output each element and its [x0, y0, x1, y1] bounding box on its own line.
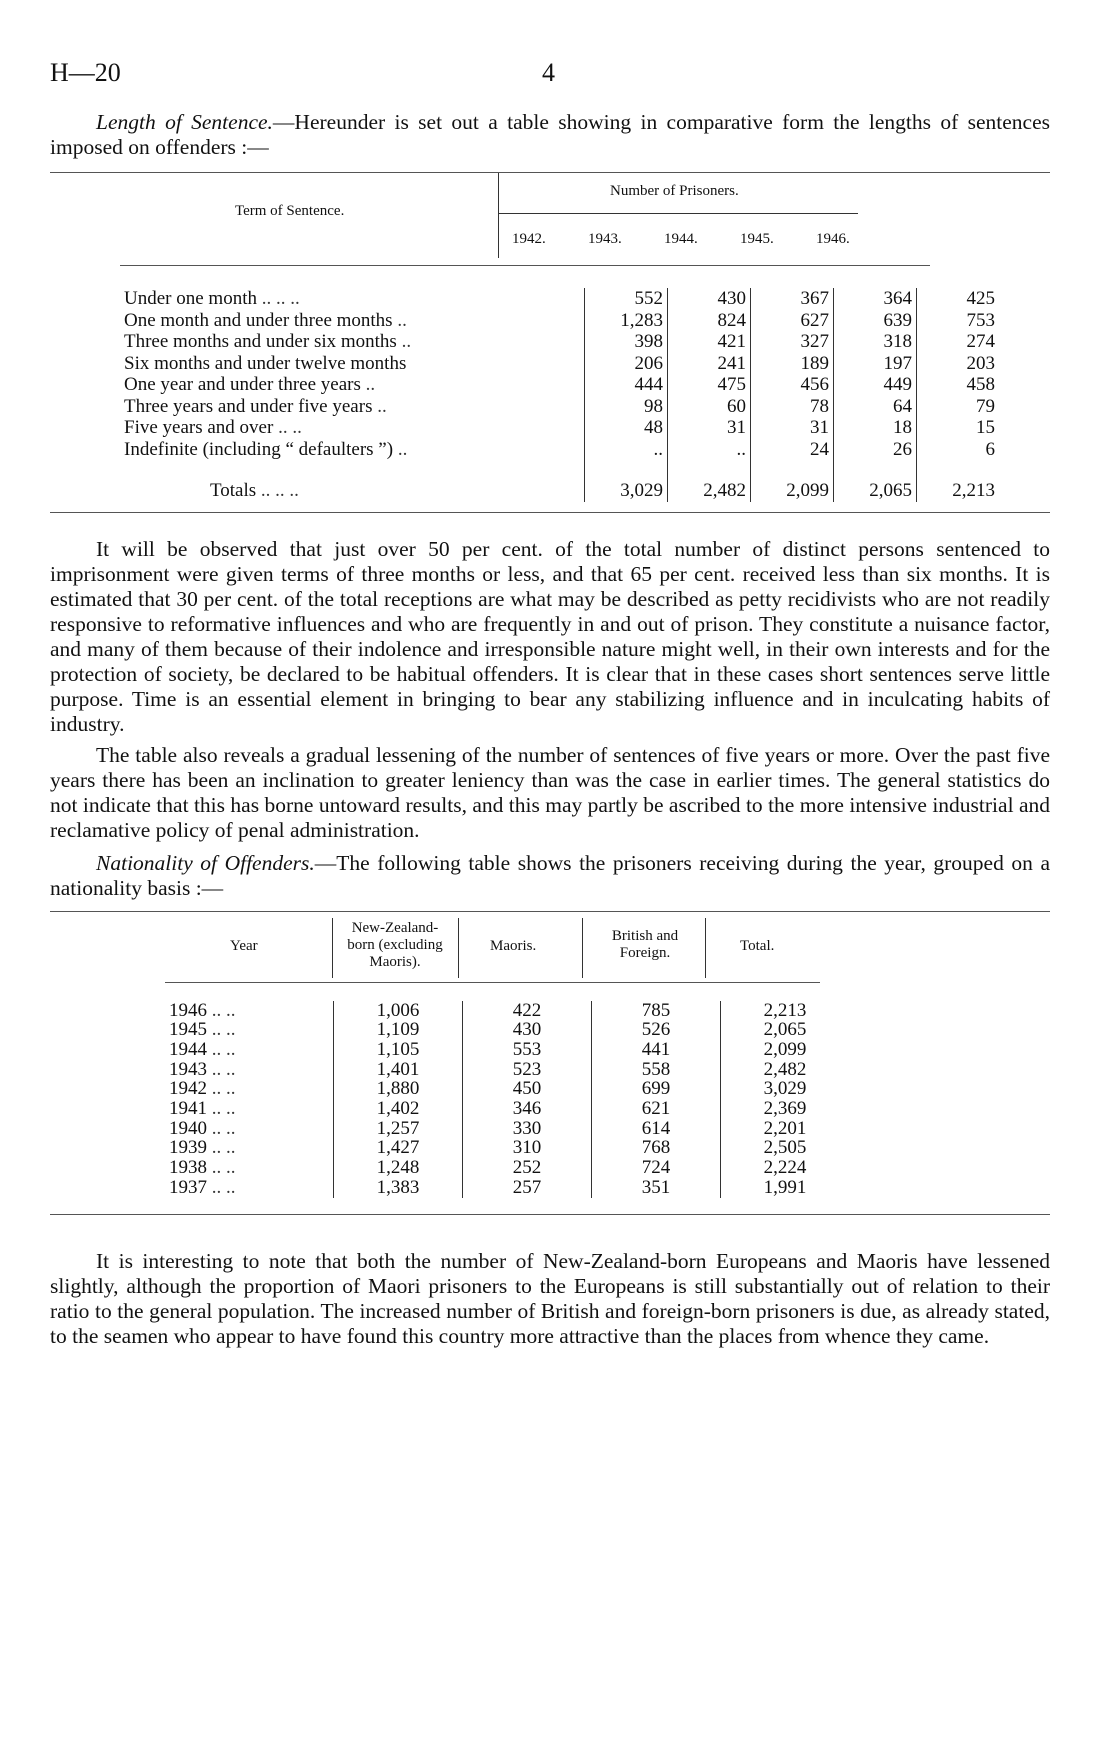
- nz-cell: 1,006: [334, 1001, 463, 1021]
- paragraph-2: The table also reveals a gradual lessening of the number of sentences of five years or more. Over the past five years there has been an inclination to greater leniency than was the case in earlier times. The general statistics do not indicate that this has borne untoward results, and this may partly be ascribed to the more intensive industrial and reclamative policy of penal administration.: [50, 742, 1050, 842]
- header-divider: [498, 173, 499, 258]
- table-row: [120, 331, 999, 353]
- table-row: [165, 1178, 849, 1198]
- value-cell: 98: [585, 396, 668, 418]
- document-page: [50, 50, 1050, 1349]
- value-cell: ..: [585, 439, 668, 461]
- number-of-prisoners-header: Number of Prisoners.: [610, 183, 739, 199]
- section1-intro: [50, 110, 1050, 160]
- table-row: [165, 1060, 849, 1080]
- total-cell: 2,224: [721, 1158, 850, 1178]
- table-row: [165, 1020, 849, 1040]
- term-label: One year and under three years ..: [124, 374, 376, 395]
- value-cell: ..: [668, 439, 751, 461]
- table1-bottom-rule: [50, 512, 1050, 513]
- value-cell: 318: [834, 331, 917, 353]
- table-row: [120, 417, 999, 439]
- nz-cell: 1,880: [334, 1079, 463, 1099]
- value-cell: 639: [834, 310, 917, 332]
- year-header-1946: 1946.: [816, 231, 850, 247]
- year-cell: 1941 .. ..: [169, 1098, 236, 1120]
- total-cell: 2,213: [721, 1001, 850, 1021]
- header-divider: [582, 918, 583, 978]
- year-cell: 1942 .. ..: [169, 1078, 236, 1100]
- header-subrule: [498, 213, 858, 214]
- total-cell: 2,099: [721, 1040, 850, 1060]
- table-row: [120, 439, 999, 461]
- table-row: [120, 310, 999, 332]
- value-cell: 753: [917, 310, 1000, 332]
- value-cell: 430: [668, 288, 751, 310]
- value-cell: 206: [585, 353, 668, 375]
- term-label: Three months and under six months ..: [124, 331, 412, 352]
- maoris-header: Maoris.: [490, 937, 537, 954]
- value-cell: 18: [834, 417, 917, 439]
- totals-label: Totals .. .. ..: [210, 480, 299, 501]
- year-header: Year: [230, 937, 258, 954]
- maoris-cell: 430: [463, 1020, 592, 1040]
- year-cell: 1940 .. ..: [169, 1117, 236, 1139]
- british-cell: 768: [592, 1138, 721, 1158]
- year-cell: 1943 .. ..: [169, 1058, 236, 1080]
- value-cell: 475: [668, 374, 751, 396]
- maoris-cell: 346: [463, 1099, 592, 1119]
- value-cell: 274: [917, 331, 1000, 353]
- term-label: Under one month .. .. ..: [124, 288, 300, 309]
- value-cell: 824: [668, 310, 751, 332]
- table1-header: [50, 173, 1050, 265]
- value-cell: 552: [585, 288, 668, 310]
- table-row: [165, 1001, 849, 1021]
- british-foreign-header: British and Foreign.: [611, 927, 679, 961]
- value-cell: 31: [668, 417, 751, 439]
- year-cell: 1939 .. ..: [169, 1137, 236, 1159]
- term-label: Three years and under five years ..: [124, 395, 387, 417]
- total-cell: 2,505: [721, 1138, 850, 1158]
- total-cell: 2,099: [751, 460, 834, 502]
- nz-cell: 1,402: [334, 1099, 463, 1119]
- british-cell: 558: [592, 1060, 721, 1080]
- british-cell: 351: [592, 1178, 721, 1198]
- total-cell: 2,369: [721, 1099, 850, 1119]
- value-cell: 189: [751, 353, 834, 375]
- sentence-length-rows: [120, 288, 999, 502]
- maoris-cell: 450: [463, 1079, 592, 1099]
- nz-born-header: New-Zealand-born (excluding Maoris).: [347, 919, 443, 970]
- value-cell: 364: [834, 288, 917, 310]
- section1-intro-text: —Hereunder is set out a table showing in comparative form the lengths of sentences imposed on offenders :—: [50, 110, 1050, 159]
- value-cell: 6: [917, 439, 1000, 461]
- british-cell: 614: [592, 1119, 721, 1139]
- maoris-cell: 422: [463, 1001, 592, 1021]
- section2-heading: Nationality of Offenders.: [96, 850, 315, 875]
- table-row: [120, 374, 999, 396]
- total-cell: 2,065: [721, 1020, 850, 1040]
- table2-header: [50, 912, 1050, 982]
- term-label: Indefinite (including “ defaulters ”) ..: [124, 438, 408, 460]
- value-cell: 203: [917, 353, 1000, 375]
- year-header-1945: 1945.: [740, 231, 774, 247]
- year-header-1942: 1942.: [512, 231, 546, 247]
- year-header-1944: 1944.: [664, 231, 698, 247]
- british-cell: 724: [592, 1158, 721, 1178]
- value-cell: 24: [751, 439, 834, 461]
- total-cell: 2,213: [917, 460, 1000, 502]
- table-row: [120, 396, 999, 418]
- paragraph-3: It is interesting to note that both the number of New-Zealand-born Europeans and Maoris have lessened slightly, although the proportion of Maori prisoners to the Europeans is still substantially out of relation to their ratio to the general population. The increased number of British and foreign-born prisoners is due, as already stated, to the seamen who appear to have found this country more attractive than the places from whence they came.: [50, 1248, 1050, 1348]
- sentence-length-table: [120, 288, 999, 502]
- value-cell: 458: [917, 374, 1000, 396]
- page-number: 4: [542, 58, 555, 87]
- total-cell: 2,201: [721, 1119, 850, 1139]
- value-cell: 367: [751, 288, 834, 310]
- nz-cell: 1,383: [334, 1178, 463, 1198]
- table-row: [120, 288, 999, 310]
- year-header-1943: 1943.: [588, 231, 622, 247]
- value-cell: 449: [834, 374, 917, 396]
- table-row: [165, 1158, 849, 1178]
- total-cell: 1,991: [721, 1178, 850, 1198]
- term-of-sentence-header: Term of Sentence.: [235, 203, 345, 219]
- table1-header-rule: [120, 265, 930, 266]
- header-divider: [458, 918, 459, 978]
- value-cell: 456: [751, 374, 834, 396]
- section2-intro: [50, 851, 1050, 901]
- nz-cell: 1,427: [334, 1138, 463, 1158]
- value-cell: 60: [668, 396, 751, 418]
- value-cell: 64: [834, 396, 917, 418]
- nz-cell: 1,401: [334, 1060, 463, 1080]
- page-header: [50, 50, 1050, 90]
- value-cell: 31: [751, 417, 834, 439]
- table-row: [165, 1119, 849, 1139]
- maoris-cell: 310: [463, 1138, 592, 1158]
- year-cell: 1945 .. ..: [169, 1019, 236, 1041]
- british-cell: 441: [592, 1040, 721, 1060]
- value-cell: 444: [585, 374, 668, 396]
- maoris-cell: 553: [463, 1040, 592, 1060]
- british-cell: 526: [592, 1020, 721, 1040]
- nationality-table: [165, 1001, 849, 1198]
- value-cell: 327: [751, 331, 834, 353]
- total-header: Total.: [740, 937, 775, 954]
- year-cell: 1937 .. ..: [169, 1176, 236, 1198]
- total-cell: 2,065: [834, 460, 917, 502]
- paragraph-1: It will be observed that just over 50 per cent. of the total number of distinct persons sentenced to imprisonment were given terms of three months or less, and that 65 per cent. received less than six months. It is estimated that 30 per cent. of the total receptions are what may be described as petty recidivists who are not readily responsive to reformative influences and who are frequently in and out of prison. They constitute a nuisance factor, and many of them because of their indolence and irresponsible nature might well, in their own interests and for the protection of society, be declared to be habitual offenders. It is clear that in these cases short sentences serve little purpose. Time is an essential element in bringing to bear any stabilizing influence and in inculcating habits of industry.: [50, 536, 1050, 736]
- header-divider: [332, 918, 333, 978]
- table-row: [165, 1138, 849, 1158]
- term-label: One month and under three months ..: [124, 309, 407, 331]
- total-cell: 2,482: [668, 460, 751, 502]
- year-cell: 1946 .. ..: [169, 999, 236, 1021]
- section1-heading: Length of Sentence.: [96, 110, 273, 134]
- table2-bottom-rule: [50, 1214, 1050, 1215]
- section2-intro-text: —The following table shows the prisoners receiving during the year, grouped on a nationality basis :—: [50, 850, 1050, 900]
- nz-cell: 1,105: [334, 1040, 463, 1060]
- value-cell: 1,283: [585, 310, 668, 332]
- maoris-cell: 252: [463, 1158, 592, 1178]
- total-cell: 3,029: [585, 460, 668, 502]
- table-row: [120, 353, 999, 375]
- nz-cell: 1,248: [334, 1158, 463, 1178]
- totals-row: [120, 460, 999, 502]
- nz-cell: 1,257: [334, 1119, 463, 1139]
- value-cell: 421: [668, 331, 751, 353]
- british-cell: 785: [592, 1001, 721, 1021]
- value-cell: 425: [917, 288, 1000, 310]
- table-row: [165, 1099, 849, 1119]
- nz-cell: 1,109: [334, 1020, 463, 1040]
- table-row: [165, 1079, 849, 1099]
- value-cell: 26: [834, 439, 917, 461]
- table-row: [165, 1040, 849, 1060]
- header-divider: [705, 918, 706, 978]
- total-cell: 2,482: [721, 1060, 850, 1080]
- value-cell: 398: [585, 331, 668, 353]
- maoris-cell: 523: [463, 1060, 592, 1080]
- term-label: Six months and under twelve months: [124, 352, 407, 374]
- year-cell: 1944 .. ..: [169, 1038, 236, 1060]
- document-code: H—20: [50, 58, 121, 87]
- value-cell: 78: [751, 396, 834, 418]
- maoris-cell: 330: [463, 1119, 592, 1139]
- maoris-cell: 257: [463, 1178, 592, 1198]
- british-cell: 621: [592, 1099, 721, 1119]
- value-cell: 79: [917, 396, 1000, 418]
- nationality-rows: [165, 1001, 849, 1198]
- value-cell: 627: [751, 310, 834, 332]
- value-cell: 15: [917, 417, 1000, 439]
- value-cell: 241: [668, 353, 751, 375]
- value-cell: 48: [585, 417, 668, 439]
- term-label: Five years and over .. ..: [124, 417, 302, 438]
- total-cell: 3,029: [721, 1079, 850, 1099]
- table2-header-rule: [165, 982, 820, 983]
- value-cell: 197: [834, 353, 917, 375]
- british-cell: 699: [592, 1079, 721, 1099]
- year-cell: 1938 .. ..: [169, 1157, 236, 1179]
